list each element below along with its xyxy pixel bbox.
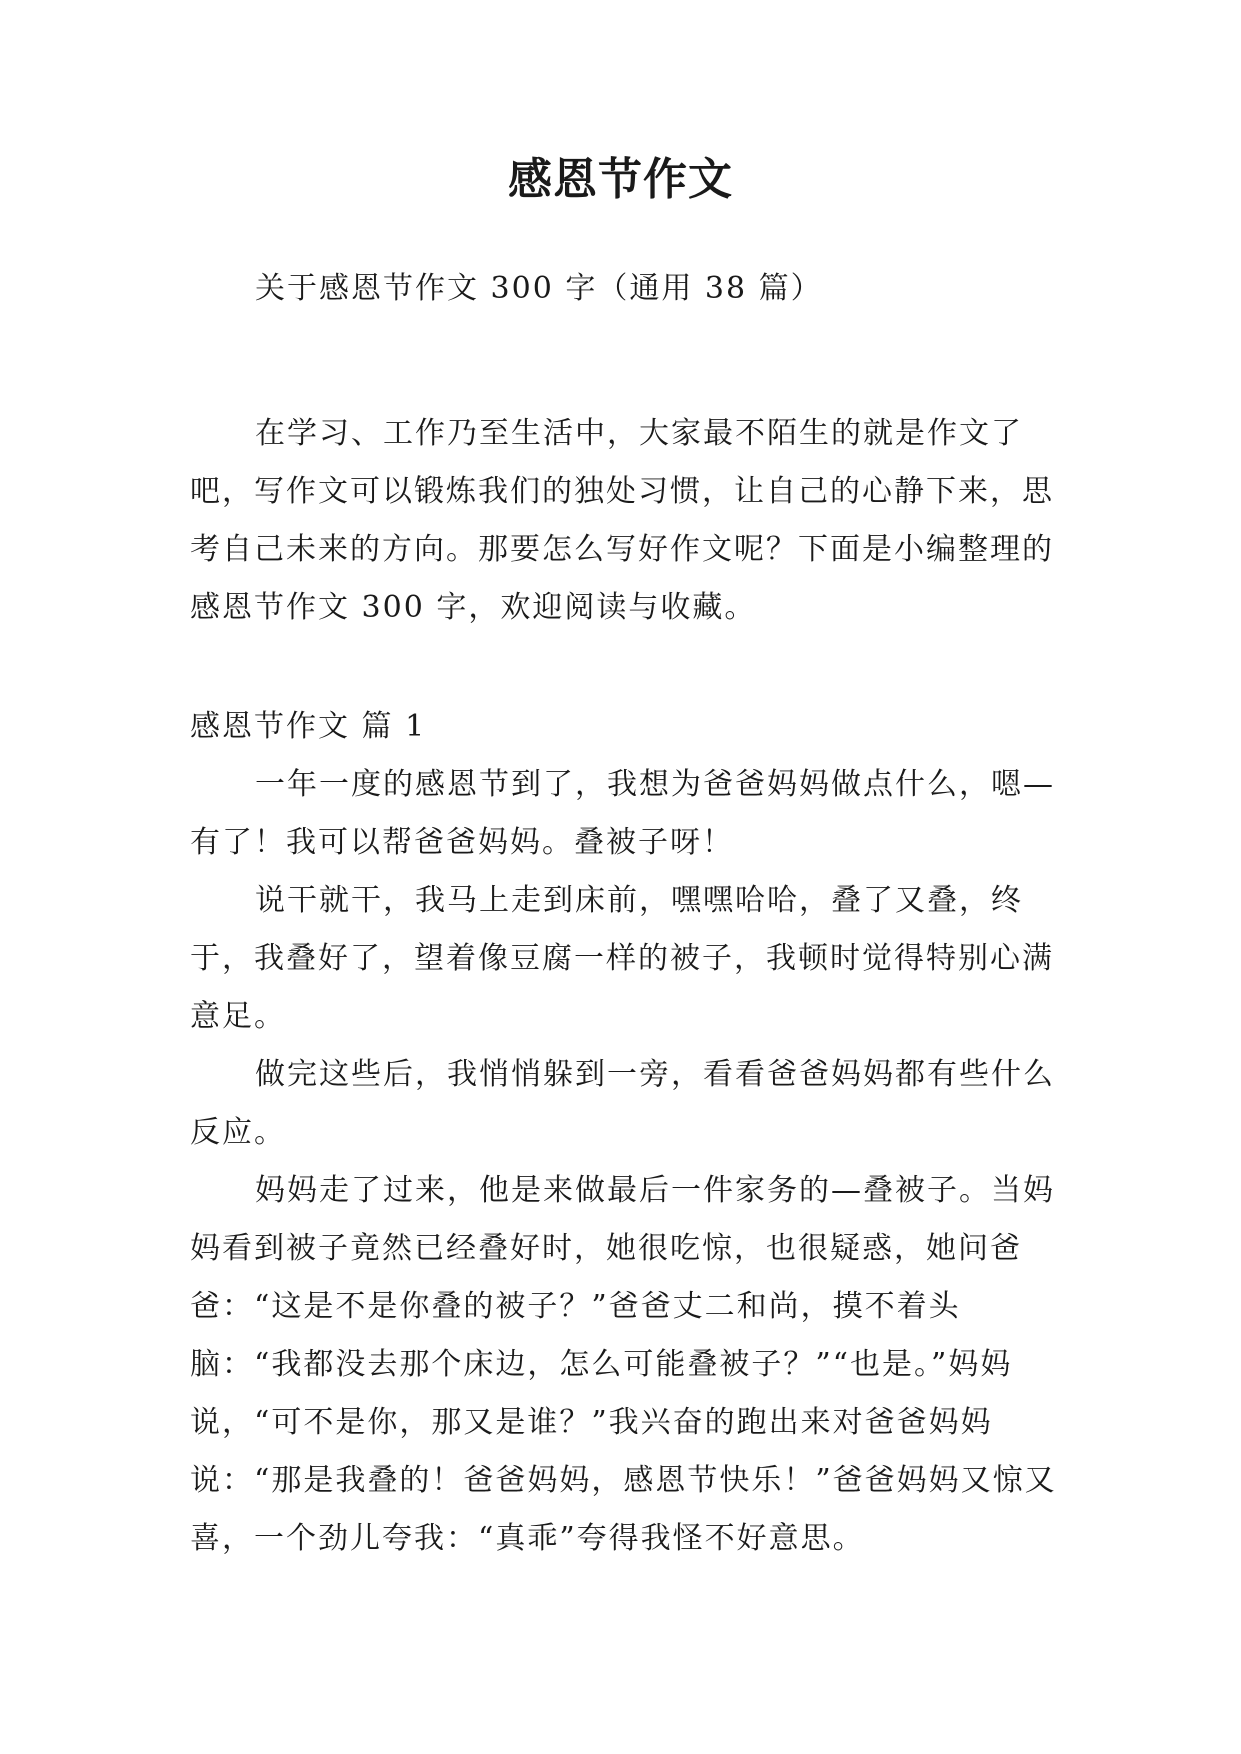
article-paragraph-4: 妈妈走了过来，他是来做最后一件家务的—叠被子。当妈妈看到被子竟然已经叠好时，她很吃惊，也很疑惑，她问爸爸：“这是不是你叠的被子？”爸爸丈二和尚，摸不着头脑：“我都没去那个床边，怎么可能叠被子？”“也是。”妈妈说，“可不是你，那又是谁？”我兴奋的跑出来对爸爸妈妈说：“那是我叠的！爸爸妈妈，感恩节快乐！”爸爸妈妈又惊又喜，一个劲儿夸我：“真乖”夸得我怪不好意思。 <box>190 1173 1057 1556</box>
intro-paragraph: 在学习、工作乃至生活中，大家最不陌生的就是作文了吧，写作文可以锻炼我们的独处习惯，让自己的心静下来，思考自己未来的方向。那要怎么写好作文呢？下面是小编整理的感恩节作文 300 字，欢迎阅读与收藏。 <box>190 416 1054 625</box>
document-subtitle: 关于感恩节作文 300 字（通用 38 篇） <box>255 271 823 306</box>
article-paragraph-3: 做完这些后，我悄悄躲到一旁，看看爸爸妈妈都有些什么反应。 <box>190 1057 1055 1150</box>
article-paragraph-1: 一年一度的感恩节到了，我想为爸爸妈妈做点什么，嗯—有了！我可以帮爸爸妈妈。叠被子呀！ <box>190 767 1055 860</box>
section-heading: 感恩节作文 篇 1 <box>190 709 427 744</box>
document-title: 感恩节作文 <box>508 154 733 205</box>
article-paragraph-2: 说干就干，我马上走到床前，嘿嘿哈哈，叠了又叠，终于，我叠好了，望着像豆腐一样的被子，我顿时觉得特别心满意足。 <box>190 883 1054 1034</box>
article-section <box>190 698 1060 1568</box>
